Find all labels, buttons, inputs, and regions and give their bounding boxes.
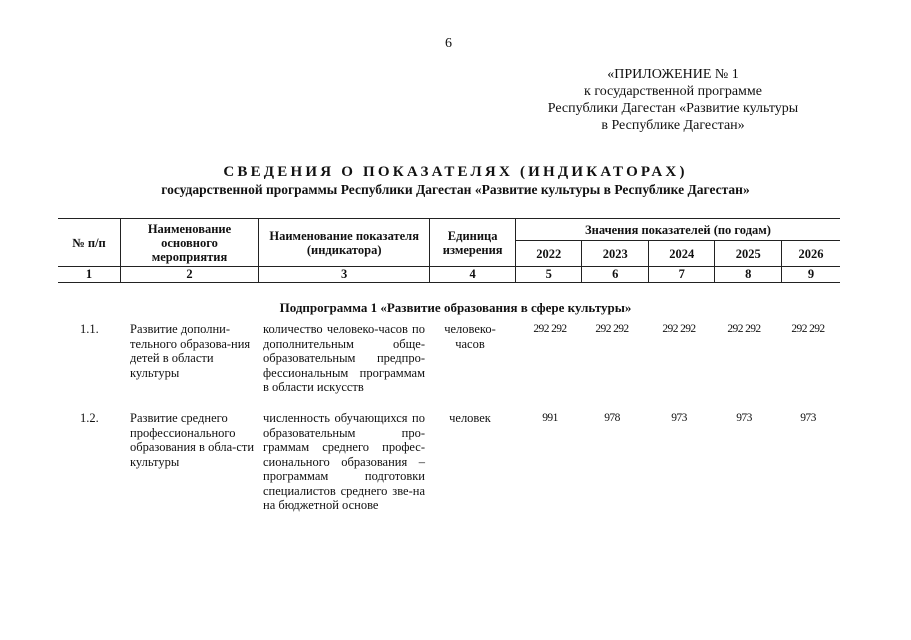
- header-unit: Единица измерения: [430, 219, 516, 267]
- row-value: 973: [736, 412, 752, 424]
- header-no: № п/п: [58, 219, 120, 267]
- column-number: 6: [582, 267, 649, 283]
- column-number: 7: [648, 267, 715, 283]
- column-number: 8: [715, 267, 782, 283]
- row-number: 1.1.: [80, 322, 99, 336]
- appendix-line-1: «ПРИЛОЖЕНИЕ № 1: [607, 67, 739, 82]
- header-year: 2024: [648, 241, 715, 267]
- header-measure: Наименование основного мероприятия: [120, 219, 258, 267]
- column-number: 2: [120, 267, 258, 283]
- row-value: 292 292: [662, 323, 696, 335]
- appendix-line-2: к государственной программе: [584, 84, 762, 99]
- row-indicator: численность обучающихся по образовательным про-граммам среднего профес-сионального образования – программам подготовки специалистов среднего зве-на на бюджетной основе: [263, 411, 425, 512]
- row-value: 292 292: [533, 323, 567, 335]
- row-value: 292 292: [791, 323, 825, 335]
- appendix-line-4: в Республике Дагестан»: [601, 118, 745, 133]
- row-measure: Развитие среднего профессионального образования в обла-сти культуры: [130, 411, 255, 469]
- header-year: 2023: [582, 241, 649, 267]
- header-year: 2022: [515, 241, 582, 267]
- column-number: 1: [58, 267, 120, 283]
- appendix-note: [523, 66, 823, 134]
- row-number: 1.2.: [80, 411, 99, 425]
- document-subtitle: государственной программы Республики Дагестан «Развитие культуры в Республике Дагестан»: [161, 182, 750, 197]
- row-value: 991: [542, 412, 558, 424]
- row-value: 973: [800, 412, 816, 424]
- row-unit: человек: [449, 411, 491, 425]
- column-number: 9: [781, 267, 840, 283]
- page-number: 6: [445, 36, 452, 51]
- subprogram-title: Подпрограмма 1 «Развитие образования в сфере культуры»: [279, 300, 632, 315]
- column-number: 3: [259, 267, 430, 283]
- row-unit: человеко-часов: [444, 322, 496, 351]
- row-value: 292 292: [595, 323, 629, 335]
- column-number: 5: [515, 267, 582, 283]
- row-measure: Развитие дополни-тельного образова-ния детей в области культуры: [130, 322, 251, 380]
- column-number: 4: [430, 267, 516, 283]
- appendix-line-3: Республики Дагестан «Развитие культуры: [547, 101, 799, 116]
- row-value: 978: [604, 412, 620, 424]
- indicators-table-header: [58, 218, 840, 283]
- row-value: 973: [671, 412, 687, 424]
- header-year: 2026: [781, 241, 840, 267]
- document-title: СВЕДЕНИЯ О ПОКАЗАТЕЛЯХ (ИНДИКАТОРАХ): [223, 164, 688, 180]
- header-year: 2025: [715, 241, 782, 267]
- row-indicator: количество человеко-часов по дополнительным обще-образовательным предпро-фессиональным программам в области искусств: [263, 322, 425, 394]
- row-value: 292 292: [727, 323, 761, 335]
- header-indicator: Наименование показателя (индикатора): [259, 219, 430, 267]
- header-values: Значения показателей (по годам): [515, 219, 840, 241]
